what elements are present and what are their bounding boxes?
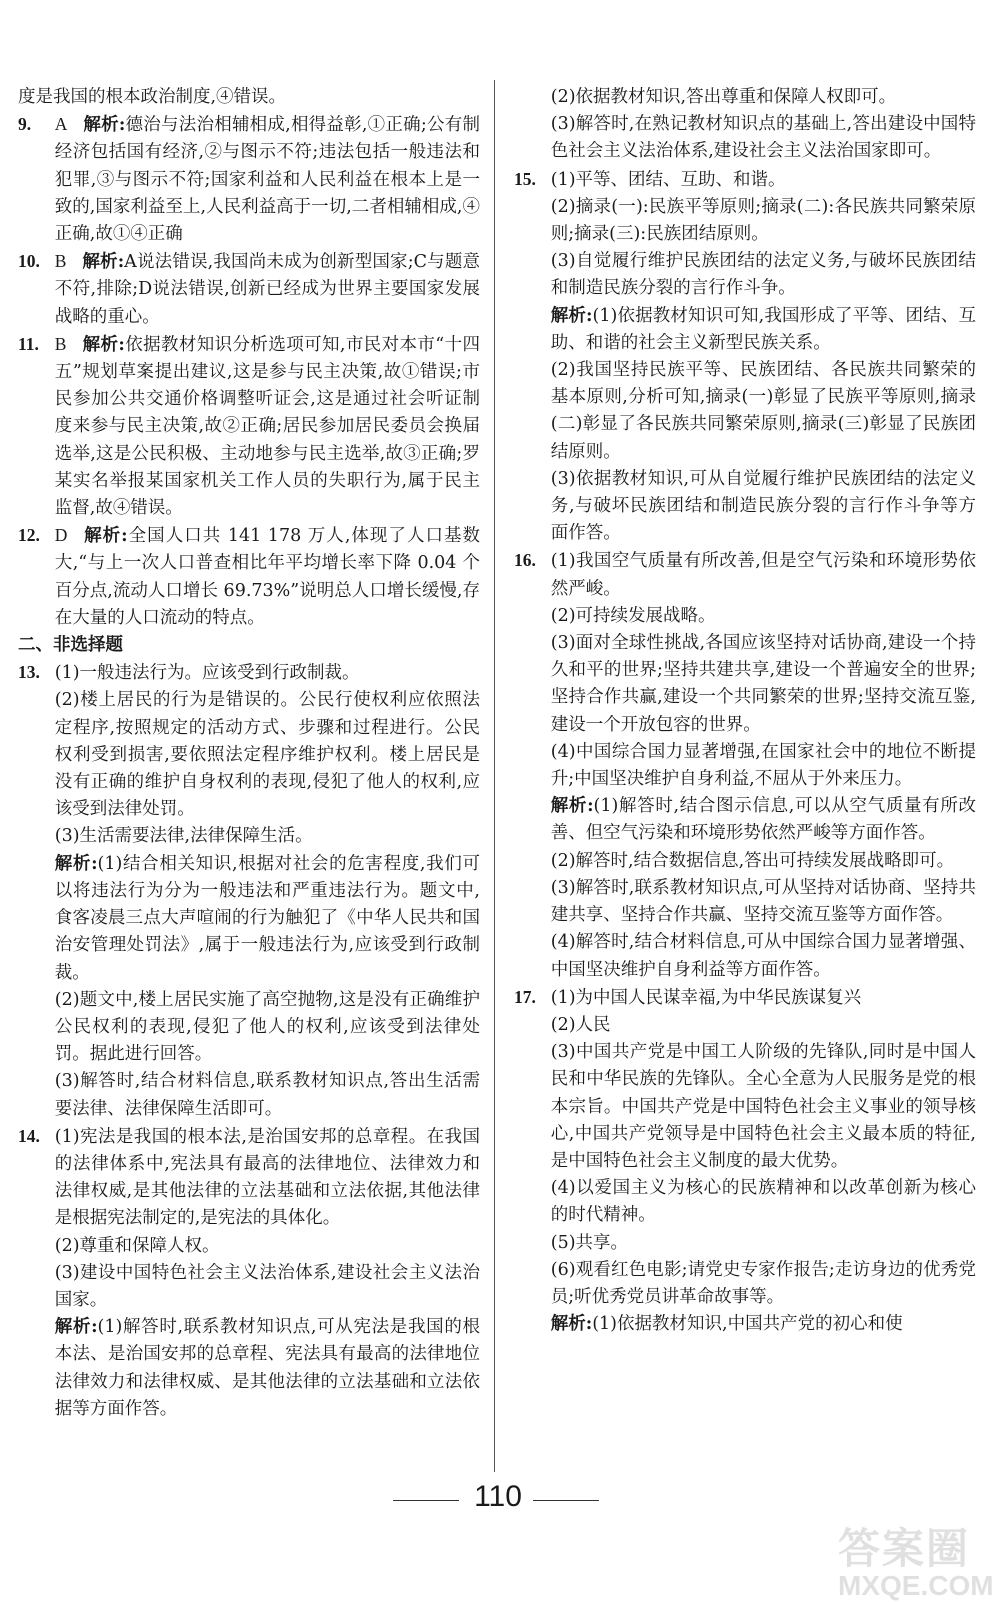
analysis-label: 解析: [550, 796, 594, 817]
answer-paragraph [514, 1257, 976, 1311]
question-item [514, 984, 976, 1012]
paragraph-text: 德治与法治相辅相成,相得益彰,①正确;公有制经济包括国有经济,②与图示不符;违法包括一般违法和犯罪,③与图示不符;国家利益和人民利益在根本上是一致的,国家利益至上,人民利益高于一切,二者相辅相成,④正确,故①④正确 [54, 115, 480, 245]
answer-paragraph [514, 739, 976, 793]
question-item [18, 248, 480, 331]
question-item [18, 331, 480, 522]
answer-paragraph [18, 1314, 480, 1423]
answer-paragraph [18, 687, 480, 823]
paragraph-text: (1)为中国人民谋幸福,为中华民族谋复兴 [550, 987, 862, 1008]
answer-choice: B [54, 333, 67, 354]
answer-choice: B [54, 251, 67, 272]
section-heading: 二、非选择题 [18, 635, 123, 656]
question-item [18, 1123, 480, 1233]
answer-paragraph [514, 466, 976, 548]
paragraph-text: (1)解答时,联系教材知识点,可从宪法是我国的根本法、是治国安邦的总章程、宪法具有最高的法律地位法律效力和法律权威、是其他法律的立法基础和立法依据等方面作答。 [54, 1317, 480, 1419]
answer-paragraph [18, 84, 480, 111]
paragraph-text: (6)观看红色电影;请党史专家作报告;走访身边的优秀党员;听优秀党员讲革命故事等。 [550, 1259, 976, 1307]
answer-paragraph [514, 848, 976, 875]
paragraph-text: (3)面对全球性挑战,各国应该坚持对话协商,建设一个持久和平的世界;坚持共建共享,建设一个普遍安全的世界;坚持合作共赢,建设一个共同繁荣的世界;坚持交流互鉴,建设一个开放包容的世界。 [550, 633, 976, 735]
page-number: 110 [474, 1480, 522, 1513]
answer-paragraph [514, 1230, 976, 1257]
paragraph-text: (2)尊重和保障人权。 [54, 1235, 220, 1256]
paragraph-text: (2)楼上居民的行为是错误的。公民行使权利应依照法定程序,按照规定的活动方式、步骤和过程进行。公民权利受到损害,要依照法定程序维护权利。楼上居民是没有正确的维护自身权利的表现,侵犯了他人的权利,应该受到法律处罚。 [54, 690, 480, 820]
paragraph-text: (4)解答时,结合材料信息,可从中国综合国力显著增强、中国坚决维护自身利益等方面作答。 [550, 932, 976, 980]
right-column [514, 84, 976, 1338]
question-item [18, 111, 480, 248]
column-divider [494, 80, 495, 1472]
answer-paragraph [514, 357, 976, 466]
paragraph-text: (1)平等、团结、互助、和谐。 [550, 169, 786, 190]
answer-paragraph [514, 303, 976, 357]
question-item [514, 547, 976, 602]
answer-paragraph [514, 1039, 976, 1175]
watermark-en: MXQE.COM [838, 1570, 994, 1601]
question-item [18, 659, 480, 687]
paragraph-text: (1)宪法是我国的根本法,是治国安邦的总章程。在我国的法律体系中,宪法具有最高的法律地位、法律效力和法律权威,是其他法律的立法基础和立法依据,其他法律是根据宪法制定的,是宪法的具体化。 [54, 1126, 480, 1229]
answer-paragraph [514, 929, 976, 983]
analysis-label: 解析: [83, 115, 126, 136]
answer-choice: A [54, 114, 68, 135]
answer-choice: D [54, 525, 68, 546]
answer-paragraph [514, 793, 976, 847]
paragraph-text: (2)我国坚持民族平等、民族团结、各民族共同繁荣的基本原则,分析可知,摘录(一)彰显了民族平等原则,摘录(二)彰显了各民族共同繁荣原则,摘录(三)彰显了民族团结原则。 [550, 360, 976, 462]
paragraph-text: (2)解答时,结合数据信息,答出可持续发展战略即可。 [550, 850, 955, 871]
analysis-label: 解析: [54, 1317, 98, 1338]
question-number: 12. [18, 525, 40, 546]
analysis-label: 解析: [82, 334, 125, 355]
analysis-label: 解析: [54, 853, 98, 874]
watermark-cn: 答案圈 [838, 1524, 971, 1573]
answer-paragraph [18, 1233, 480, 1260]
paragraph-text: (4)中国综合国力显著增强,在国家社会中的地位不断提升;中国坚决维护自身利益,不屈从于外来压力。 [550, 741, 976, 790]
paragraph-text: 全国人口共 141 178 万人,体现了人口基数大,“与上一次人口普查相比年平均增长率下降 0.04 个百分点,流动人口增长 69.73%”说明总人口增长缓慢,存在大量的人口流动的特点。 [54, 526, 480, 628]
answer-paragraph [514, 1012, 976, 1039]
paragraph-text: (3)生活需要法律,法律保障生活。 [54, 826, 313, 847]
paragraph-text: (1)解答时,结合图示信息,可以从空气质量有所改善、但空气污染和环境形势依然严峻等方面作答。 [550, 796, 976, 844]
paragraph-text: (2)依据教材知识,答出尊重和保障人权即可。 [550, 87, 897, 107]
answer-paragraph [18, 987, 480, 1069]
footer-rule-left [393, 1500, 459, 1501]
question-number: 16. [514, 550, 536, 571]
paragraph-text: (2)题文中,楼上居民实施了高空抛物,这是没有正确维护公民权利的表现,侵犯了他人的权利,应该受到法律处罚。据此进行回答。 [54, 989, 480, 1065]
left-column [18, 84, 480, 1423]
paragraph-text: (1)一般违法行为。应该受到行政制裁。 [54, 663, 360, 684]
paragraph-text: (1)依据教材知识,中国共产党的初心和使 [592, 1314, 903, 1335]
answer-paragraph [514, 1311, 976, 1338]
answer-paragraph [514, 875, 976, 929]
paragraph-text: (3)解答时,在熟记教材知识点的基础上,答出建设中国特色社会主义法治体系,建设社会主义法治国家即可。 [550, 114, 976, 162]
question-number: 14. [18, 1125, 40, 1146]
paragraph-text: (3)自觉履行维护民族团结的法定义务,与破坏民族团结和制造民族分裂的言行作斗争。 [550, 251, 976, 299]
page-footer [0, 1478, 996, 1518]
paragraph-text: (5)共享。 [550, 1232, 629, 1253]
paragraph-text: (3)解答时,结合材料信息,联系教材知识点,答出生活需要法律、法律保障生活即可。 [54, 1071, 480, 1119]
paragraph-text: (1)依据教材知识可知,我国形成了平等、团结、互助、和谐的社会主义新型民族关系。 [550, 305, 976, 353]
analysis-label: 解析: [550, 305, 593, 326]
paragraph-text: 度是我国的根本政治制度,④错误。 [18, 87, 287, 107]
answer-paragraph [514, 248, 976, 302]
paragraph-text: (3)建设中国特色社会主义法治体系,建设社会主义法治国家。 [54, 1262, 480, 1310]
paragraph-text: (1)结合相关知识,根据对社会的危害程度,我们可以将违法行为分为一般违法和严重违法行为。题文中,食客凌晨三点大声喧闹的行为触犯了《中华人民共和国治安管理处罚法》,属于一般违法行为,应该受到行政制裁。 [54, 853, 480, 983]
answer-paragraph [18, 1260, 480, 1314]
answer-paragraph [18, 1068, 480, 1122]
paragraph-text: (2)摘录(一):民族平等原则;摘录(二):各民族共同繁荣原则;摘录(三):民族团结原则。 [550, 196, 976, 245]
paragraph-text: (3)中国共产党是中国工人阶级的先锋队,同时是中国人民和中华民族的先锋队。全心全意为人民服务是党的根本宗旨。中国共产党是中国特色社会主义事业的领导核心,中国共产党领导是中国特色社会主义最本质的特征,是中国特色社会主义制度的最大优势。 [550, 1042, 976, 1171]
analysis-label: 解析: [82, 252, 125, 273]
paragraph-text: 依据教材知识分析选项可知,市民对本市“十四五”规划草案提出建议,这是参与民主决策,故①错误;市民参加公共交通价格调整听证会,这是通过社会听证制度来参与民主决策,故②正确;居民参加居民委员会换届选举,这是公民积极、主动地参与民主选举,故③正确;罗某实名举报某国家机关工作人员的失职行为,属于民主监督,故④错误。 [54, 334, 480, 519]
paragraph-text: (4)以爱国主义为核心的民族精神和以改革创新为核心的时代精神。 [550, 1178, 976, 1226]
paragraph-text: (2)可持续发展战略。 [550, 605, 716, 626]
answer-paragraph [18, 851, 480, 987]
answer-paragraph [18, 823, 480, 850]
answer-paragraph [514, 603, 976, 630]
question-number: 11. [18, 333, 39, 354]
watermark-logo [838, 1516, 994, 1601]
footer-rule-right [533, 1500, 599, 1501]
paragraph-text: A说法错误,我国尚未成为创新型国家;C与题意不符,排除;D说法错误,创新已经成为世界主要国家发展战略的重心。 [54, 252, 480, 327]
analysis-label: 解析: [550, 1314, 593, 1335]
question-item [18, 522, 480, 632]
question-number: 13. [18, 662, 40, 683]
analysis-label: 解析: [83, 526, 128, 547]
answer-paragraph [514, 1175, 976, 1229]
paragraph-text: (3)解答时,联系教材知识点,可从坚持对话协商、坚持共建共享、坚持合作共赢、坚持交流互鉴等方面作答。 [550, 877, 976, 926]
answer-paragraph [514, 194, 976, 248]
question-number: 17. [514, 986, 536, 1007]
answer-paragraph [514, 111, 976, 165]
question-number: 10. [18, 251, 40, 272]
question-number: 15. [514, 168, 536, 189]
question-number: 9. [18, 114, 32, 135]
answer-paragraph [514, 84, 976, 111]
question-item [514, 166, 976, 194]
paragraph-text: (1)我国空气质量有所改善,但是空气污染和环境形势依然严峻。 [550, 551, 976, 599]
paragraph-text: (2)人民 [550, 1014, 611, 1035]
answer-paragraph [514, 630, 976, 739]
paragraph-text: (3)依据教材知识,可从自觉履行维护民族团结的法定义务,与破坏民族团结和制造民族分裂的言行作斗争等方面作答。 [550, 468, 976, 544]
